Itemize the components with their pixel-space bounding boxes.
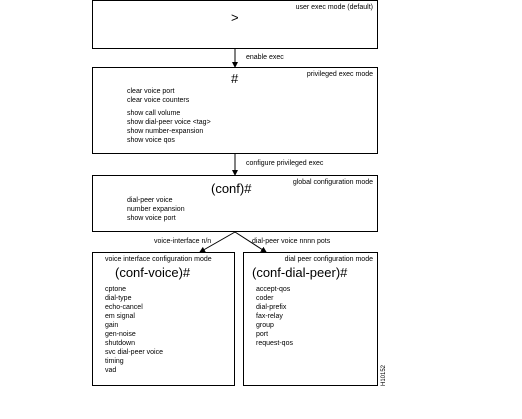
command-item: dial-peer voice	[127, 197, 173, 204]
voice-interface-configuration-mode-box	[92, 252, 235, 386]
command-item: number expansion	[127, 206, 185, 213]
command-item: vad	[105, 367, 117, 374]
edge-label-configure: configure privileged exec	[246, 160, 324, 167]
edge-label-voice-interface: voice-interface n/n	[154, 238, 212, 245]
prompt: >	[231, 10, 239, 25]
mode-label: global configuration mode	[292, 179, 373, 186]
command-item: em signal	[105, 313, 135, 320]
mode-label: dial peer configuration mode	[284, 256, 373, 263]
command-item: cptone	[105, 286, 127, 293]
command-item: group	[256, 322, 274, 329]
prompt: (conf)#	[211, 181, 252, 196]
command-item: coder	[256, 295, 274, 302]
command-item: show call volume	[127, 110, 181, 117]
command-item: clear voice counters	[127, 97, 190, 104]
command-item: show number-expansion	[127, 128, 204, 135]
prompt: #	[231, 71, 239, 86]
command-item: clear voice port	[127, 88, 175, 95]
prompt: (conf-dial-peer)#	[252, 265, 348, 280]
privileged-exec-mode-box	[92, 67, 378, 154]
user-exec-mode-box	[92, 0, 378, 49]
edge-label-dial-peer: dial-peer voice nnnn pots	[252, 238, 331, 245]
command-item: dial-prefix	[256, 304, 287, 311]
command-item: svc dial-peer voice	[105, 349, 163, 356]
mode-label: privileged exec mode	[306, 71, 373, 78]
command-item: show dial-peer voice <tag>	[127, 119, 211, 126]
global-configuration-mode-box	[92, 175, 378, 232]
command-item: port	[256, 331, 269, 338]
command-item: show voice port	[127, 215, 176, 222]
command-item: gain	[105, 322, 119, 329]
command-item: echo-cancel	[105, 304, 143, 311]
dial-peer-configuration-mode-box	[243, 252, 378, 386]
command-item: show voice qos	[127, 137, 175, 144]
command-item: fax-relay	[256, 313, 283, 320]
command-item: shutdown	[105, 340, 135, 347]
command-item: gen-noise	[105, 331, 136, 338]
edge-label-enable-exec: enable exec	[246, 54, 284, 61]
prompt: (conf-voice)#	[115, 265, 191, 280]
command-item: request-qos	[256, 340, 293, 347]
figure-id: H10152	[381, 364, 387, 386]
command-item: accept-qos	[256, 286, 291, 293]
mode-label: voice interface configuration mode	[105, 256, 212, 263]
command-item: timing	[105, 358, 124, 365]
mode-label: user exec mode (default)	[295, 4, 373, 11]
command-item: dial-type	[105, 295, 132, 302]
